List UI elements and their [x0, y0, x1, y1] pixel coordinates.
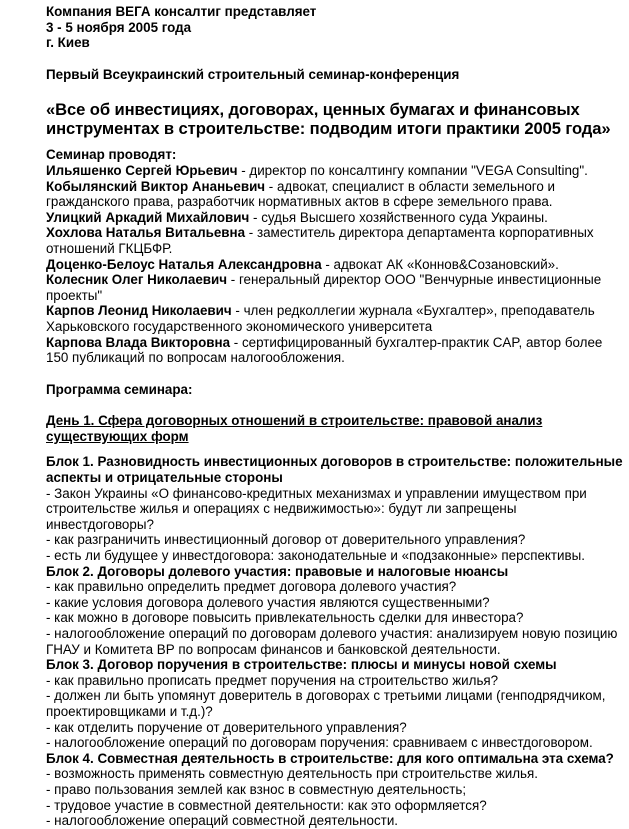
speaker-description-cont: отношений ГКЦБФР. — [46, 240, 173, 256]
speaker-item — [46, 210, 617, 226]
day-1-heading-line-1: День 1. Сфера договорных отношений в строительстве: правовой анализ — [46, 413, 543, 429]
speakers-list — [46, 163, 617, 366]
intro-dates: 3 - 5 ноября 2005 года — [46, 19, 192, 35]
speaker-description: - сертифицированный бухгалтер-практик CAP, автор более — [230, 334, 603, 350]
intro — [46, 4, 617, 51]
block-item: строительстве жилья и операциях с недвижимостью»: будут ли запрещены — [46, 501, 517, 517]
program-block-1 — [46, 454, 623, 564]
speaker-item — [46, 225, 617, 256]
block-item: - какие условия договора долевого участия являются существенными? — [46, 594, 490, 610]
block-item: - должен ли быть упомянут доверитель в договорах с третьими лицами (генподрядчиком, — [46, 688, 606, 704]
speaker-item — [46, 179, 617, 210]
seminar-type: Первый Всеукраинский строительный семинар-конференция — [46, 66, 460, 82]
speaker-description-cont: 150 публикаций по вопросам налогообложения. — [46, 350, 345, 366]
day-1-heading-line-2: существующих форм — [46, 428, 189, 444]
speaker-description-cont: Харьковского государственного экономического университета — [46, 318, 433, 334]
speaker-item — [46, 272, 617, 303]
block-heading: Блок 1. Разновидность инвестиционных договоров в строительстве: положительные — [46, 454, 623, 470]
speaker-name: Ильяшенко Сергей Юрьевич — [46, 162, 238, 178]
block-item: - как можно в договоре повысить привлекательность сделки для инвестора? — [46, 610, 524, 626]
speaker-description: - судья Высшего хозяйственного суда Украины. — [249, 209, 548, 225]
speaker-name: Улицкий Аркадий Михайлович — [46, 209, 250, 225]
speaker-name: Карпова Влада Викторовна — [46, 334, 231, 350]
speaker-description-cont: проекты" — [46, 287, 103, 303]
speaker-name: Доценко-Белоус Наталья Александровна — [46, 256, 322, 272]
program-block-3 — [46, 657, 617, 751]
speaker-item — [46, 257, 617, 273]
block-item: - как правильно прописать предмет поручения на строительство жилья? — [46, 672, 499, 688]
block-item: - право пользования землей как взнос в совместную деятельность; — [46, 781, 467, 797]
speaker-description: - адвокат, специалист в области земельного и — [265, 178, 556, 194]
block-heading: Блок 4. Совместная деятельность в строительстве: для кого оптимальна эта схема? — [46, 750, 614, 766]
speaker-item — [46, 303, 617, 334]
block-item: - как правильно определить предмет договора долевого участия? — [46, 579, 457, 595]
block-heading: Блок 3. Договор поручения в строительстве: плюсы и минусы новой схемы — [46, 657, 557, 673]
speakers-heading: Семинар проводят: — [46, 147, 177, 163]
program-block-2 — [46, 564, 617, 658]
speaker-name: Хохлова Наталья Витальевна — [46, 225, 246, 241]
seminar-title-line-2: инструментах в строительстве: подводим итоги практики 2005 года» — [46, 119, 611, 139]
block-item: проектировщиками и т.д.)? — [46, 703, 213, 719]
block-item: ГНАУ и Комитета ВР по вопросам финансов и банковской деятельности. — [46, 641, 501, 657]
speaker-name: Кобылянский Виктор Ананьевич — [46, 178, 266, 194]
speaker-description: - адвокат АК «Коннов&Созановский». — [321, 256, 559, 272]
block-item: - Закон Украины «О финансово-кредитных механизмах и управлении имуществом при — [46, 485, 587, 501]
block-item: - как отделить поручение от доверительного управления? — [46, 719, 407, 735]
block-item: - налогообложение операций по договорам поручения: сравниваем с инвестдоговором. — [46, 735, 593, 751]
speaker-description: - заместитель директора департамента корпоративных — [245, 225, 594, 241]
speaker-description: - директор по консалтингу компании "VEGA Consulting". — [237, 162, 588, 178]
block-item: - налогообложение операций по договорам долевого участия: анализируем новую позицию — [46, 626, 618, 641]
speaker-description-cont: гражданского права, разработчик нормативных актов в сфере земельного права. — [46, 194, 553, 210]
block-item: - есть ли будущее у инвестдоговора: законодательные и «подзаконные» перспективы. — [46, 548, 585, 564]
block-item: - налогообложение операций совместной деятельности. — [46, 813, 399, 829]
block-item: инвестдоговоры? — [46, 516, 154, 532]
block-item: - как разграничить инвестиционный договор от доверительного управления? — [46, 532, 526, 548]
block-item: - возможность применять совместную деятельность при строительстве жилья. — [46, 766, 538, 782]
program-blocks — [46, 454, 623, 829]
program-heading: Программа семинара: — [46, 381, 193, 397]
intro-company: Компания ВЕГА консалтиг представляет — [46, 4, 317, 19]
seminar-title — [46, 100, 617, 138]
program-block-4 — [46, 751, 617, 829]
day-1-heading — [46, 413, 617, 444]
speaker-item — [46, 163, 617, 179]
block-heading: аспекты и отрицательные стороны — [46, 470, 283, 486]
speaker-description: - генеральный директор ООО "Венчурные инвестиционные — [227, 272, 602, 288]
speaker-item — [46, 335, 617, 366]
block-heading: Блок 2. Договоры долевого участия: правовые и налоговые нюансы — [46, 563, 509, 579]
intro-city: г. Киев — [46, 35, 90, 51]
speaker-name: Колесник Олег Николаевич — [46, 272, 228, 288]
block-item: - трудовое участие в совместной деятельности: как это оформляется? — [46, 797, 487, 813]
speaker-name: Карпов Леонид Николаевич — [46, 303, 232, 319]
speaker-description: - член редколлегии журнала «Бухгалтер», преподаватель — [231, 303, 595, 319]
seminar-title-line-1: «Все об инвестициях, договорах, ценных бумагах и финансовых — [46, 100, 580, 120]
